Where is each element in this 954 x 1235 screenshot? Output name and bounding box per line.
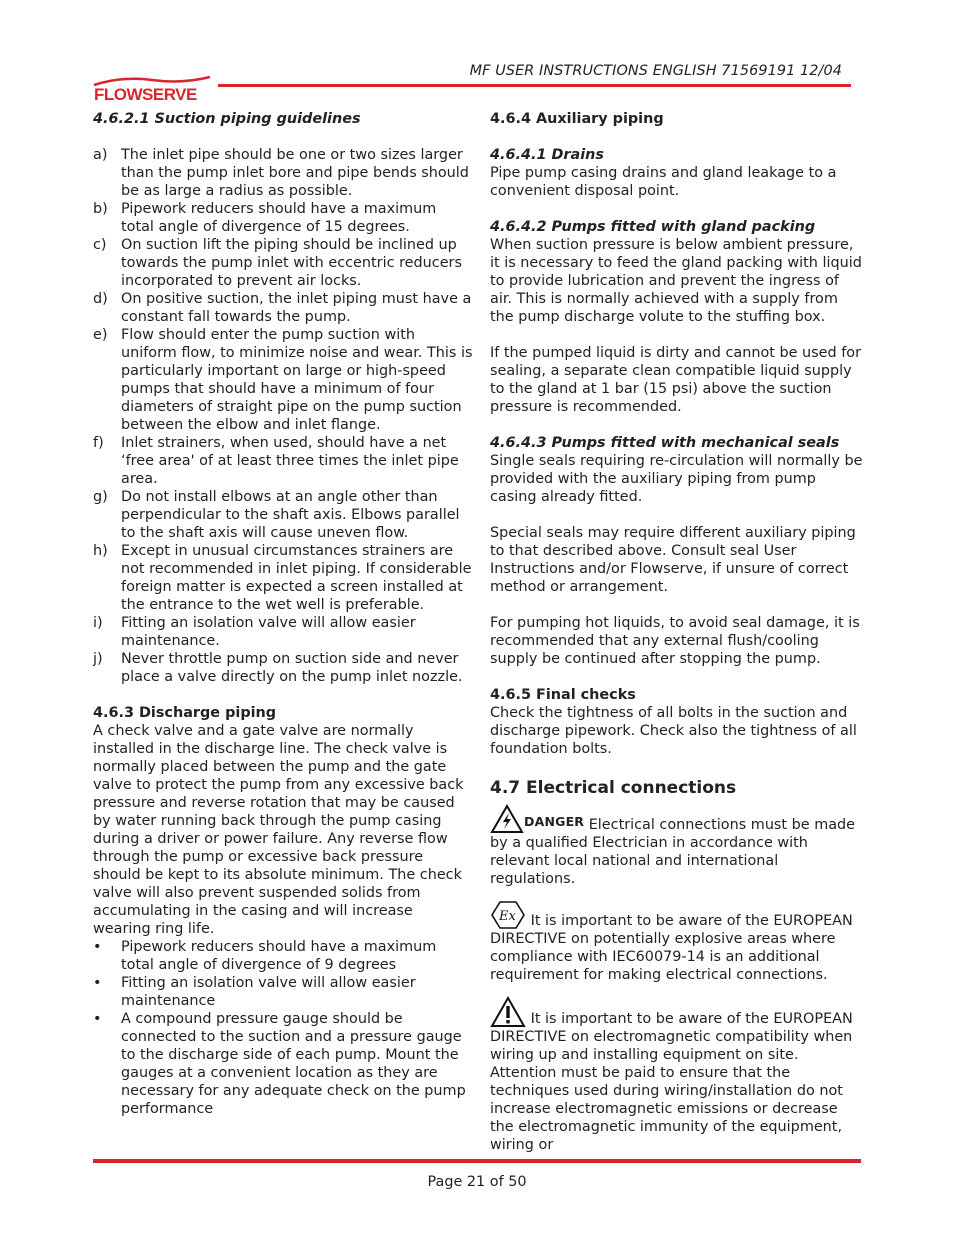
discharge-bullet-list	[93, 938, 473, 1118]
explosion-proof-ex-icon	[490, 900, 526, 930]
mech-seal-paragraph-1: Single seals requiring re-circulation will normally be provided with the auxiliary piping from pump casing already fitted.	[490, 453, 863, 505]
list-item	[93, 938, 473, 974]
danger-text: Electrical connections must be made by a qualified Electrician in accordance with relevant local national and international regulations.	[490, 817, 856, 887]
list-marker: i)	[93, 615, 103, 631]
list-item-text: Fitting an isolation valve will allow easier maintenance	[121, 975, 416, 1009]
list-marker: •	[93, 975, 102, 991]
document-header-title: MF USER INSTRUCTIONS ENGLISH 71569191 12/04	[469, 63, 842, 79]
list-marker: d)	[93, 291, 108, 307]
list-item	[93, 974, 473, 1010]
list-marker: b)	[93, 201, 108, 217]
ex-notice	[490, 900, 865, 984]
list-item	[93, 614, 473, 650]
list-item	[93, 542, 473, 614]
list-item-text: On suction lift the piping should be inclined up towards the pump inlet with eccentric reducers incorporated to prevent air locks.	[121, 237, 462, 289]
header-rule	[218, 84, 851, 87]
list-marker: •	[93, 939, 102, 955]
page-number: Page 21 of 50	[427, 1174, 527, 1190]
list-item-text: On positive suction, the inlet piping must have a constant fall towards the pump.	[121, 291, 472, 325]
heading-gland-packing: 4.6.4.2 Pumps fitted with gland packing	[490, 219, 816, 235]
drains-paragraph: Pipe pump casing drains and gland leakage to a convenient disposal point.	[490, 165, 837, 199]
danger-notice	[490, 804, 865, 888]
list-item-text: The inlet pipe should be one or two sizes larger than the pump inlet bore and pipe bends should be as large a radius as possible.	[121, 147, 469, 199]
list-item	[93, 488, 473, 542]
list-item-text: Fitting an isolation valve will allow easier maintenance.	[121, 615, 416, 649]
heading-electrical-connections: 4.7 Electrical connections	[490, 778, 737, 798]
emc-warning-text: It is important to be aware of the EUROPEAN DIRECTIVE on electromagnetic compatibility when wiring up and installing equipment on site. Attention must be paid to ensure that the techniques used during wiring/installation do not increase electromagnetic emissions or decrease the electromagnetic immunity of the equipment, wiring or	[490, 1011, 853, 1153]
gland-paragraph-2: If the pumped liquid is dirty and cannot be used for sealing, a separate clean compatible liquid supply to the gland at 1 bar (15 psi) above the suction pressure is recommended.	[490, 345, 862, 415]
list-item-text: Inlet strainers, when used, should have a net ‘free area' of at least three times the inlet pipe area.	[121, 435, 459, 487]
list-item	[93, 650, 473, 686]
heading-mechanical-seals: 4.6.4.3 Pumps fitted with mechanical seals	[490, 435, 840, 451]
list-item-text: Pipework reducers should have a maximum total angle of divergence of 15 degrees.	[121, 201, 437, 235]
danger-electrical-icon	[490, 804, 524, 834]
warning-exclamation-icon	[490, 996, 526, 1028]
heading-suction-piping: 4.6.2.1 Suction piping guidelines	[93, 111, 361, 127]
emc-warning-notice	[490, 996, 865, 1154]
heading-auxiliary-piping: 4.6.4 Auxiliary piping	[490, 111, 664, 127]
danger-label: DANGER	[524, 814, 585, 829]
flowserve-logo	[92, 74, 212, 104]
footer-rule	[93, 1159, 861, 1163]
list-item-text: Never throttle pump on suction side and never place a valve directly on the pump inlet nozzle.	[121, 651, 463, 685]
left-column	[93, 110, 473, 1136]
list-item-text: Pipework reducers should have a maximum total angle of divergence of 9 degrees	[121, 939, 437, 973]
mech-seal-paragraph-3: For pumping hot liquids, to avoid seal damage, it is recommended that any external flush/cooling supply be continued after stopping the pump.	[490, 615, 860, 667]
list-marker: e)	[93, 327, 108, 343]
list-marker: f)	[93, 435, 104, 451]
list-item	[93, 200, 473, 236]
list-item-text: Flow should enter the pump suction with uniform flow, to minimize noise and wear. This is particularly important on large or high-speed pumps that should have a minimum of four diameters of straight pipe on the pump suction between the elbow and inlet flange.	[121, 327, 473, 433]
right-column	[490, 110, 865, 1154]
list-marker: c)	[93, 237, 107, 253]
list-item	[93, 146, 473, 200]
list-item	[93, 1010, 473, 1118]
list-marker: j)	[93, 651, 103, 667]
list-marker: h)	[93, 543, 108, 559]
list-item	[93, 434, 473, 488]
ex-label: Ex	[499, 909, 516, 924]
final-checks-paragraph: Check the tightness of all bolts in the suction and discharge pipework. Check also the tightness of all foundation bolts.	[490, 705, 857, 757]
list-item	[93, 326, 473, 434]
list-item-text: Do not install elbows at an angle other than perpendicular to the shaft axis. Elbows parallel to the shaft axis will cause uneven flow.	[121, 489, 460, 541]
list-item-text: Except in unusual circumstances strainers are not recommended in inlet piping. If considerable foreign matter is expected a screen installed at the entrance to the wet well is preferable.	[121, 543, 472, 613]
list-item	[93, 236, 473, 290]
list-marker: a)	[93, 147, 108, 163]
heading-discharge-piping: 4.6.3 Discharge piping	[93, 705, 277, 721]
heading-drains: 4.6.4.1 Drains	[490, 147, 604, 163]
list-marker: g)	[93, 489, 108, 505]
discharge-paragraph: A check valve and a gate valve are normally installed in the discharge line. The check valve is normally placed between the pump and the gate valve to protect the pump from any excessive back pressure and reverse rotation that may be caused by water running back through the pump casing during a driver or power failure. Any reverse flow through the pump or excessive back pressure should be kept to its absolute minimum. The check valve will also prevent suspended solids from accumulating in the casing and will increase wearing ring life.	[93, 723, 464, 937]
gland-paragraph-1: When suction pressure is below ambient pressure, it is necessary to feed the gland packing with liquid to provide lubrication and prevent the ingress of air. This is normally achieved with a supply from the pump discharge volute to the stuffing box.	[490, 237, 862, 325]
heading-final-checks: 4.6.5 Final checks	[490, 687, 636, 703]
list-item	[93, 290, 473, 326]
suction-guidelines-list	[93, 146, 473, 686]
mech-seal-paragraph-2: Special seals may require different auxiliary piping to that described above. Consult seal User Instructions and/or Flowserve, if unsure of correct method or arrangement.	[490, 525, 856, 595]
list-item-text: A compound pressure gauge should be connected to the suction and a pressure gauge to the discharge side of each pump. Mount the gauges at a convenient location as they are necessary for any adequate check on the pump performance	[121, 1011, 466, 1117]
list-marker: •	[93, 1011, 102, 1027]
ex-text: It is important to be aware of the EUROPEAN DIRECTIVE on potentially explosive areas where compliance with IEC60079-14 is an additional requirement for making electrical connections.	[490, 913, 853, 983]
svg-text:FLOWSERVE: FLOWSERVE	[94, 85, 197, 104]
